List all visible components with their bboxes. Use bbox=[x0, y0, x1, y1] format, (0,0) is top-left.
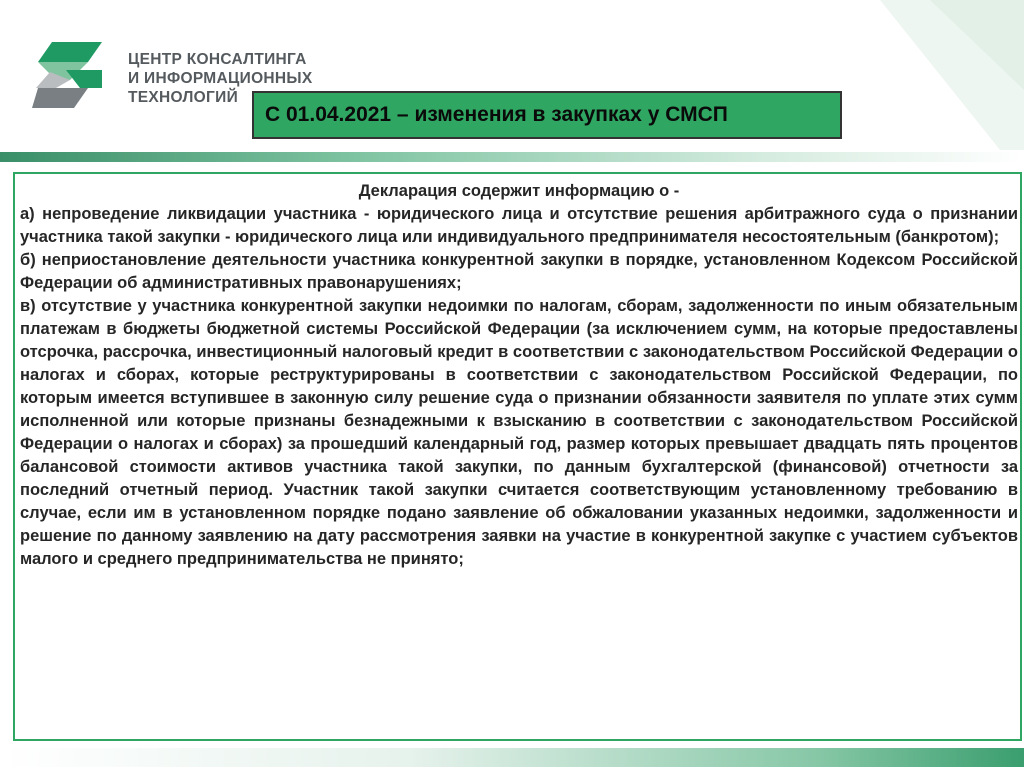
company-name-line: ТЕХНОЛОГИЙ bbox=[128, 89, 239, 106]
content-heading: Декларация содержит информацию о - bbox=[358, 182, 680, 200]
paragraph-c: в) отсутствие у участника конкурентной закупки недоимки по налогам, сборам, задолженности по иным обязательным платежам в бюджеты бюджетной системы Российской Федерации (за исключением сумм, на которые предоставлены отсрочка, рассрочка, инвестиционный налоговый кредит в соответствии с законодательством Российской Федерации о налогах и сборах, которые реструктурированы в соответствии с законодательством Российской Федерации, по которым имеется вступившее в законную силу решение суда о признании обязанности заявителя по уплате этих сумм исполненной или которые признаны безнадежными к взысканию в соответствии с законодательством Российской Федерации о налогах и сборах) за прошедший календарный год, размер которых превышает двадцать пять процентов балансовой стоимости активов участника такой закупки, по данным бухгалтерской (финансовой) отчетности за последний отчетный период. Участник такой закупки считается соответствующим установленному требованию в случае, если им в установленном порядке подано заявление об обжаловании указанных недоимки, задолженности и решение по данному заявлению на дату рассмотрения заявки на участие в конкурентной закупке с участием субъектов малого и среднего предпринимательства не принято; bbox=[20, 297, 1018, 568]
header-divider bbox=[0, 152, 1024, 162]
slide-title: С 01.04.2021 – изменения в закупках у СМСП bbox=[265, 103, 728, 126]
company-logo-icon bbox=[30, 40, 110, 110]
company-name-line: ЦЕНТР КОНСАЛТИНГА bbox=[128, 51, 307, 68]
footer-strip bbox=[0, 748, 1024, 767]
paragraph-a: а) непроведение ликвидации участника - юридического лица и отсутствие решения арбитражного суда о признании участника такой закупки - юридического лица или индивидуального предпринимателя несостоятельным (банкротом); bbox=[20, 205, 1018, 246]
slide-title-box bbox=[252, 91, 842, 139]
paragraph-b: б) неприостановление деятельности участника конкурентной закупки в порядке, установленном Кодексом Российской Федерации об административных правонарушениях; bbox=[20, 251, 1018, 292]
content-text bbox=[20, 180, 1018, 571]
company-name-line: И ИНФОРМАЦИОННЫХ bbox=[128, 70, 313, 87]
